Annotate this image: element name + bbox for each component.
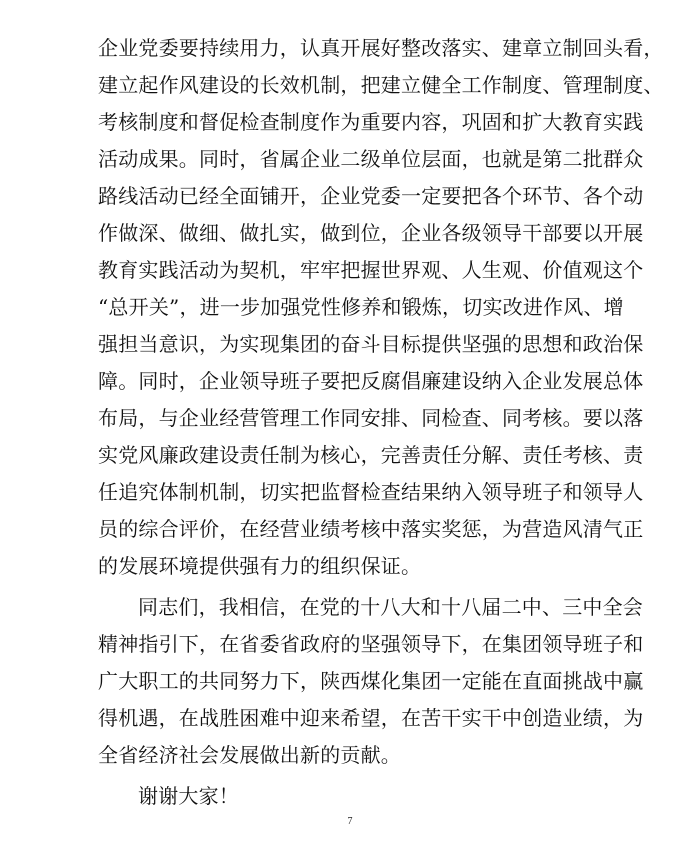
paragraph-2-line-3: 广大职工的共同努力下，陕西煤化集团一定能在直面挑战中赢 (98, 669, 644, 693)
paragraph-1-line-6: 作做深、做细、做扎实，做到位，企业各级领导干部要以开展 (98, 221, 644, 245)
paragraph-1-line-5: 路线活动已经全面铺开，企业党委一定要把各个环节、各个动 (98, 184, 644, 208)
paragraph-2-line-4: 得机遇，在战胜困难中迎来希望，在苦干实干中创造业绩，为 (98, 706, 644, 730)
paragraph-1-line-10: 障。同时，企业领导班子要把反腐倡廉建设纳入企业发展总体 (98, 369, 644, 393)
paragraph-1-line-2: 建立起作风建设的长效机制，把建立健全工作制度、管理制度、 (98, 73, 664, 97)
paragraph-2-line-2: 精神指引下，在省委省政府的坚强领导下，在集团领导班子和 (98, 632, 644, 656)
paragraph-2-line-5: 全省经济社会发展做出新的贡献。 (98, 743, 401, 767)
paragraph-1-line-14: 员的综合评价，在经营业绩考核中落实奖惩，为营造风清气正 (98, 517, 644, 541)
page-number: 7 (347, 816, 353, 827)
paragraph-1-line-4: 活动成果。同时，省属企业二级单位层面，也就是第二批群众 (98, 147, 644, 171)
paragraph-1-line-7: 教育实践活动为契机，牢牢把握世界观、人生观、价值观这个 (98, 258, 644, 282)
closing-line: 谢谢大家！ (138, 784, 239, 808)
paragraph-1-line-15: 的发展环境提供强有力的组织保证。 (98, 554, 422, 578)
paragraph-1-line-11: 布局，与企业经营管理工作同安排、同检查、同考核。要以落 (98, 406, 644, 430)
paragraph-1-line-8: “总开关”，进一步加强党性修养和锻炼，切实改进作风、增 (98, 295, 624, 319)
paragraph-2-line-1: 同志们，我相信，在党的十八大和十八届二中、三中全会 (138, 595, 643, 619)
paragraph-1-line-3: 考核制度和督促检查制度作为重要内容，巩固和扩大教育实践 (98, 110, 644, 134)
paragraph-1-line-1: 企业党委要持续用力，认真开展好整改落实、建章立制回头看， (98, 36, 664, 60)
paragraph-1-line-9: 强担当意识，为实现集团的奋斗目标提供坚强的思想和政治保 (98, 332, 644, 356)
paragraph-1-line-13: 任追究体制机制，切实把监督检查结果纳入领导班子和领导人 (98, 480, 644, 504)
paragraph-1-line-12: 实党风廉政建设责任制为核心，完善责任分解、责任考核、责 (98, 443, 644, 467)
